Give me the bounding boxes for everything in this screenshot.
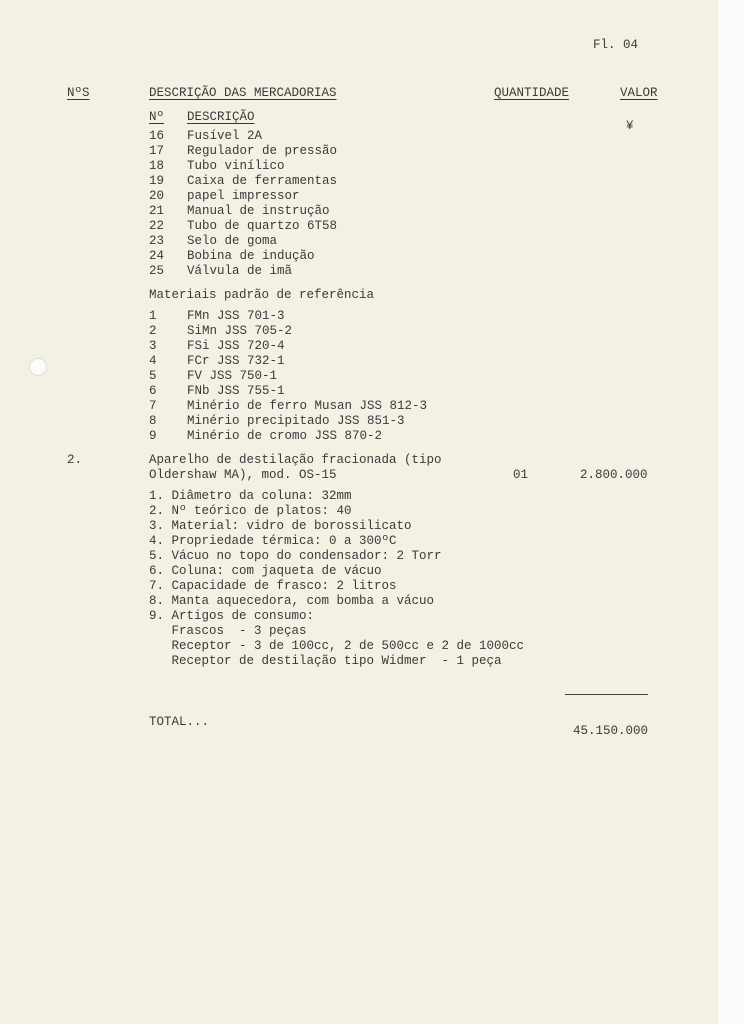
item-description: Válvula de imã (187, 264, 293, 278)
punch-hole (29, 358, 47, 376)
item-number: 8 (149, 414, 157, 428)
item-description: Tubo vinílico (187, 159, 285, 173)
list-item (149, 174, 337, 189)
spec-line: 2. Nº teórico de platos: 40 (149, 504, 352, 518)
list-item (149, 159, 337, 174)
spec-line: 9. Artigos de consumo: (149, 609, 315, 623)
item-number: 5 (149, 369, 157, 383)
list-item (149, 339, 427, 354)
item-number: 7 (149, 399, 157, 413)
item-number: 25 (149, 264, 165, 278)
header-descricao: DESCRIÇÃO DAS MERCADORIAS (149, 86, 337, 100)
item-description: FCr JSS 732-1 (187, 354, 285, 368)
item-number: 23 (149, 234, 165, 248)
item-description: Minério precipitado JSS 851-3 (187, 414, 405, 428)
subheader-no: Nº (149, 110, 165, 124)
spec-line: 5. Vácuo no topo do condensador: 2 Torr (149, 549, 442, 563)
item-number: 22 (149, 219, 165, 233)
item-description: papel impressor (187, 189, 300, 203)
list-item (149, 234, 337, 249)
item-description: Manual de instrução (187, 204, 330, 218)
item-number: 20 (149, 189, 165, 203)
item-description: FNb JSS 755-1 (187, 384, 285, 398)
list-item (149, 249, 337, 264)
list-item (149, 384, 427, 399)
spec-line: 4. Propriedade térmica: 0 a 300ºC (149, 534, 397, 548)
spec-line: Receptor de destilação tipo Widmer - 1 peça (149, 654, 502, 668)
item-number: 1 (149, 309, 157, 323)
item2-line2: Oldershaw MA), mod. OS-15 (149, 468, 337, 482)
item-number: 6 (149, 384, 157, 398)
spec-line: Receptor - 3 de 100cc, 2 de 500cc e 2 de 1000cc (149, 639, 525, 653)
header-quantidade: QUANTIDADE (494, 86, 570, 100)
item2-specs (149, 489, 524, 669)
item-number: 3 (149, 339, 157, 353)
item-number: 17 (149, 144, 165, 158)
item-description: SiMn JSS 705-2 (187, 324, 293, 338)
item-description: Caixa de ferramentas (187, 174, 338, 188)
currency-symbol: ¥ (626, 119, 634, 133)
list-item (149, 309, 427, 324)
item-number: 9 (149, 429, 157, 443)
header-valor: VALOR (620, 86, 658, 100)
item-description: Tubo de quartzo 6T58 (187, 219, 338, 233)
spec-line: 7. Capacidade de frasco: 2 litros (149, 579, 397, 593)
items-list-b (149, 309, 427, 444)
total-rule (565, 694, 648, 695)
list-item (149, 399, 427, 414)
spec-line: 8. Manta aquecedora, com bomba a vácuo (149, 594, 435, 608)
item2-line1: Aparelho de destilação fracionada (tipo (149, 453, 442, 467)
list-item (149, 369, 427, 384)
list-item (149, 354, 427, 369)
list-item (149, 324, 427, 339)
item2-number: 2. (67, 453, 83, 467)
item-description: Fusível 2A (187, 129, 263, 143)
materials-title: Materiais padrão de referência (149, 288, 375, 302)
item-number: 24 (149, 249, 165, 263)
item2-valor: 2.800.000 (580, 468, 648, 482)
subheader-descricao: DESCRIÇÃO (187, 110, 255, 124)
item-number: 18 (149, 159, 165, 173)
list-item (149, 219, 337, 234)
item-number: 4 (149, 354, 157, 368)
item-description: FMn JSS 701-3 (187, 309, 285, 323)
list-item (149, 264, 337, 279)
page-edge (718, 0, 744, 1024)
list-item (149, 189, 337, 204)
spec-line: 3. Material: vidro de borossilicato (149, 519, 412, 533)
item-number: 16 (149, 129, 165, 143)
total-value: 45.150.000 (573, 724, 649, 738)
list-item (149, 204, 337, 219)
list-item (149, 414, 427, 429)
header-nos: NºS (67, 86, 90, 100)
item2-quantidade: 01 (513, 468, 529, 482)
item-number: 21 (149, 204, 165, 218)
item-description: Selo de goma (187, 234, 278, 248)
item-description: FV JSS 750-1 (187, 369, 278, 383)
list-item (149, 144, 337, 159)
item-description: FSi JSS 720-4 (187, 339, 285, 353)
total-label: TOTAL... (149, 715, 210, 729)
item-description: Minério de ferro Musan JSS 812-3 (187, 399, 428, 413)
item-number: 2 (149, 324, 157, 338)
spec-line: 1. Diâmetro da coluna: 32mm (149, 489, 352, 503)
spec-line: 6. Coluna: com jaqueta de vácuo (149, 564, 382, 578)
items-list-a (149, 129, 337, 279)
item-description: Minério de cromo JSS 870-2 (187, 429, 383, 443)
page-number: Fl. 04 (593, 38, 639, 52)
item-description: Bobina de indução (187, 249, 315, 263)
spec-line: Frascos - 3 peças (149, 624, 307, 638)
item-number: 19 (149, 174, 165, 188)
list-item (149, 429, 427, 444)
list-item (149, 129, 337, 144)
item-description: Regulador de pressão (187, 144, 338, 158)
